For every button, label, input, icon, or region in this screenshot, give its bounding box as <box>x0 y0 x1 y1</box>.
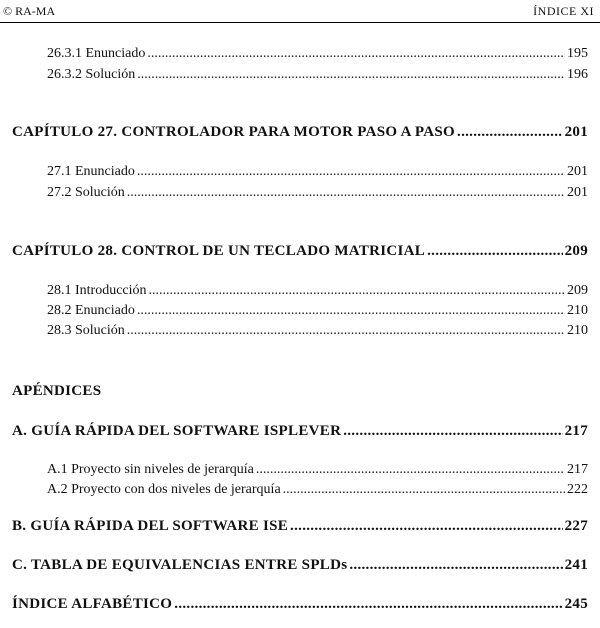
toc-entry-title: ÍNDICE ALFABÉTICO <box>12 596 173 612</box>
toc-entry-page: 245 <box>564 596 588 612</box>
toc-entry-page: 217 <box>564 423 588 439</box>
toc-entry-page: 209 <box>564 243 588 259</box>
toc-entry-page: 201 <box>564 124 588 140</box>
leader-dots <box>149 283 565 299</box>
toc-entry-page: 209 <box>567 283 588 298</box>
toc-appendix-entry[interactable] <box>12 423 588 440</box>
toc-entry[interactable] <box>47 46 588 62</box>
leader-dots <box>127 185 565 201</box>
toc-entry-title: A.2 Proyecto con dos niveles de jerarquía <box>47 482 281 497</box>
toc-entry-title: 26.3.2 Solución <box>47 67 136 82</box>
leader-dots <box>427 243 562 260</box>
leader-dots <box>127 323 565 339</box>
toc-entry[interactable] <box>47 185 588 201</box>
toc-appendix-entry[interactable] <box>12 518 588 535</box>
appendices-heading: APÉNDICES <box>12 383 102 399</box>
leader-dots <box>290 518 563 535</box>
toc-entry-title: 28.2 Enunciado <box>47 303 135 318</box>
toc-entry-page: 195 <box>567 46 588 61</box>
leader-dots <box>256 462 565 478</box>
toc-entry-page: 210 <box>567 303 588 318</box>
toc-appendix-entry[interactable] <box>12 557 588 574</box>
toc-entry[interactable] <box>47 303 588 319</box>
toc-entry-title: 27.1 Enunciado <box>47 164 135 179</box>
toc-entry-page: 241 <box>564 557 588 573</box>
toc-entry[interactable] <box>47 323 588 339</box>
toc-entry[interactable] <box>47 67 588 83</box>
toc-entry-title: B. GUÍA RÁPIDA DEL SOFTWARE ISE <box>12 518 289 534</box>
toc-entry-page: 217 <box>567 462 588 477</box>
toc-entry-title: 26.3.1 Enunciado <box>47 46 146 61</box>
toc-entry[interactable] <box>47 283 588 299</box>
toc-entry-page: 210 <box>567 323 588 338</box>
leader-dots <box>137 164 565 180</box>
leader-dots <box>457 124 563 141</box>
toc-entry-title: 28.3 Solución <box>47 323 125 338</box>
publisher-label: © RA-MA <box>3 4 56 18</box>
leader-dots <box>147 46 565 62</box>
toc-entry-page: 222 <box>567 482 588 497</box>
toc-entry-title: 27.2 Solución <box>47 185 125 200</box>
running-header <box>0 0 600 23</box>
toc-entry-page: 227 <box>564 518 588 534</box>
leader-dots <box>174 596 562 613</box>
toc-chapter-entry[interactable] <box>12 124 588 141</box>
toc-entry-page: 201 <box>567 164 588 179</box>
section-page-label: ÍNDICE XI <box>533 4 594 18</box>
leader-dots <box>137 67 565 83</box>
toc-entry-title: CAPÍTULO 27. CONTROLADOR PARA MOTOR PASO A PASO <box>12 124 456 140</box>
toc-entry-title: 28.1 Introducción <box>47 283 147 298</box>
toc-entry-title: C. TABLA DE EQUIVALENCIAS ENTRE SPLDs <box>12 557 348 573</box>
toc-entry[interactable] <box>47 462 588 478</box>
leader-dots <box>343 423 562 440</box>
leader-dots <box>283 482 565 498</box>
toc-chapter-entry[interactable] <box>12 243 588 260</box>
toc-index-entry[interactable] <box>12 596 588 613</box>
toc-entry[interactable] <box>47 482 588 498</box>
toc-entry-page: 196 <box>567 67 588 82</box>
toc-entry-title: A.1 Proyecto sin niveles de jerarquía <box>47 462 254 477</box>
toc-entry[interactable] <box>47 164 588 180</box>
leader-dots <box>137 303 565 319</box>
toc-entry-title: A. GUÍA RÁPIDA DEL SOFTWARE ISPLEVER <box>12 423 342 439</box>
toc-entry-page: 201 <box>567 185 588 200</box>
toc-entry-title: CAPÍTULO 28. CONTROL DE UN TECLADO MATRICIAL <box>12 243 426 259</box>
leader-dots <box>349 557 562 574</box>
